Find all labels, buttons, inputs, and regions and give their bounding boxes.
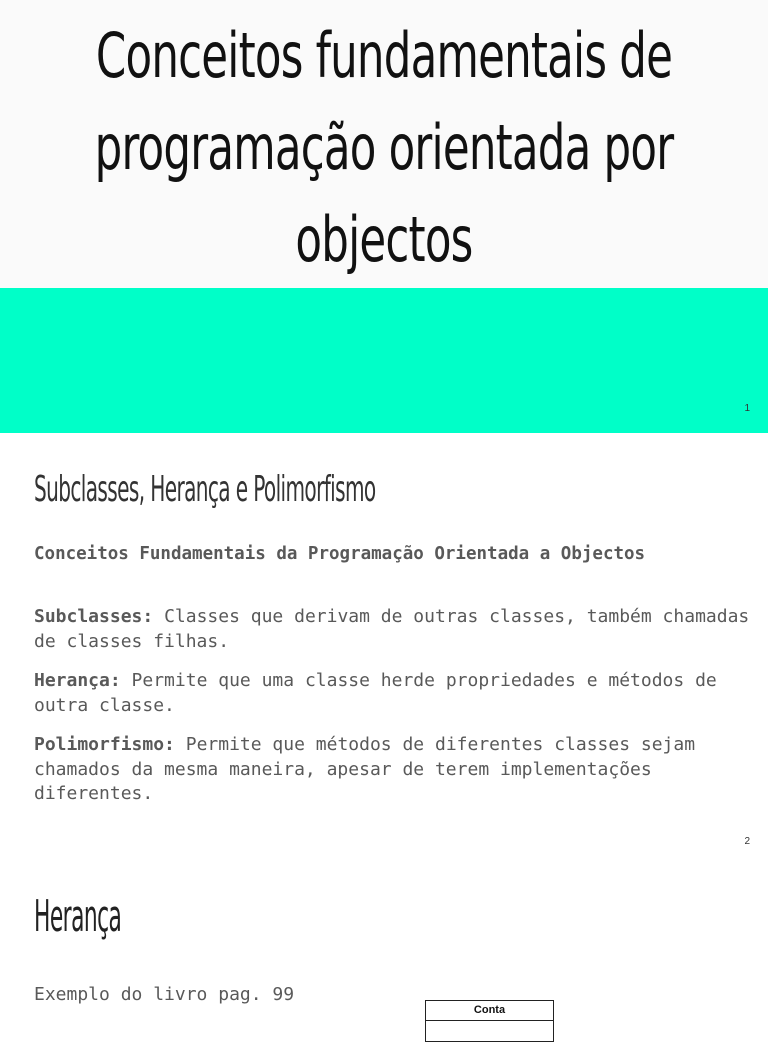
definition-polimorfismo xyxy=(34,733,754,807)
definition-text: Classes que derivam de outras classes, também chamadas de classes filhas. xyxy=(34,606,750,652)
page-number-1: 1 xyxy=(744,403,750,414)
term-subclasses: Subclasses: xyxy=(34,606,154,627)
slide-3 xyxy=(0,863,768,1024)
slide-2-heading: Subclasses, Herança e Polimorfismo xyxy=(34,469,376,510)
definition-text: Permite que uma classe herde propriedades e métodos de outra classe. xyxy=(34,670,717,716)
definition-subclasses xyxy=(34,605,754,654)
title-line-1: Conceitos fundamentais de xyxy=(95,19,673,92)
page-number-2: 2 xyxy=(744,836,750,847)
slide-2-subtitle: Conceitos Fundamentais da Programação Orientada a Objectos xyxy=(34,544,646,564)
accent-band xyxy=(0,288,768,433)
slide-3-heading: Herança xyxy=(34,891,122,942)
term-heranca: Herança: xyxy=(34,670,121,691)
title-line-2: programação orientada por xyxy=(94,111,674,184)
slide-2 xyxy=(0,433,768,863)
definition-text: Permite que métodos de diferentes classes sejam chamados da mesma maneira, apesar de terem implementações diferentes. xyxy=(34,734,696,804)
slide-1 xyxy=(0,0,768,433)
uml-class-box xyxy=(425,1000,554,1042)
slide-3-text: Exemplo do livro pag. 99 xyxy=(34,984,295,1005)
title-line-3: objectos xyxy=(295,203,473,276)
slide-1-title xyxy=(84,10,683,286)
uml-class-name: Conta xyxy=(426,1001,553,1021)
term-polimorfismo: Polimorfismo: xyxy=(34,734,175,755)
definition-heranca xyxy=(34,669,754,718)
